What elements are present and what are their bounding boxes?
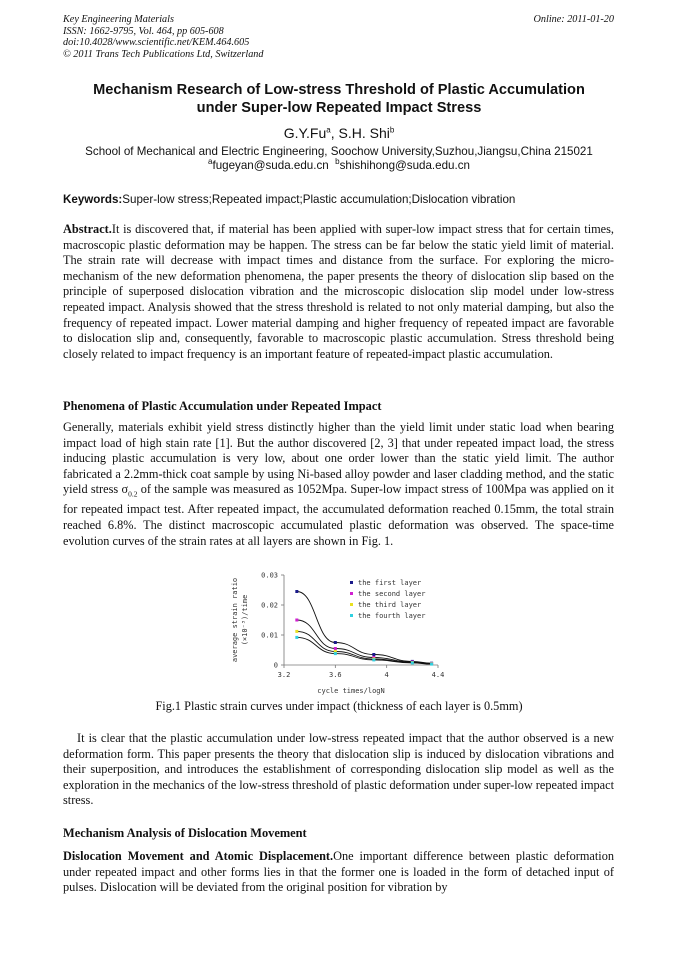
section-heading-mechanism: Mechanism Analysis of Dislocation Movement bbox=[63, 826, 307, 840]
running-header bbox=[63, 14, 614, 60]
title-line-1: Mechanism Research of Low-stress Threshold of Plastic Accumulation bbox=[93, 82, 585, 98]
abstract-text: It is discovered that, if material has been applied with super-low impact stress that for certain times, macroscopic plastic deformation may be happen. The stress can be far below the static yield limit of material. The strain rate will decrease with impact times and distance from the surface. For exploring the micro-mechanism of the new deformation phenomena, the paper presents the theory of dislocation slip based on the principle of superposed dislocation vibration and the microscopic dislocation slip model under low-stress repeated impact. Analysis showed that the stress threshold is related to not only material damping, but also the frequency of repeated impact. Lower material damping and higher frequency of repeated impact are favorable to dislocation slip and, consequently, favorable to macroscopic plastic accumulation. Stress threshold being closely related to impact frequency is an important feature of repeated-impact plastic accumulation. bbox=[63, 222, 614, 361]
y-tick-label: 0.02 bbox=[261, 601, 278, 610]
series-1-point bbox=[334, 641, 337, 644]
strain-chart bbox=[228, 568, 468, 696]
email-b-mark: b bbox=[335, 157, 340, 167]
author-separator: , bbox=[330, 125, 339, 141]
series-3-point bbox=[295, 630, 298, 633]
y-axis-label-line2: (×10⁻³)/time bbox=[241, 594, 249, 646]
doi-line: doi:10.4028/www.scientific.net/KEM.464.605 bbox=[63, 37, 250, 48]
author-2: S.H. Shi bbox=[338, 125, 390, 141]
legend-marker-1 bbox=[350, 581, 353, 584]
keywords-text: Super-low stress;Repeated impact;Plastic accumulation;Dislocation vibration bbox=[122, 193, 516, 206]
keywords bbox=[63, 193, 615, 206]
author-2-affil-mark: b bbox=[389, 125, 395, 135]
series-line-2 bbox=[297, 620, 432, 664]
abstract-label: Abstract. bbox=[63, 222, 112, 236]
paragraph-after-figure: It is clear that the plastic accumulation under low-stress repeated impact that the author observed is a new deformation form. This paper presents the theory that dislocation slip is induced by dislocation vibrations and their superposition, and introduces the establishment of corresponding dislocation slip model as well as the exploration in the mechanics of the low-stress threshold of plastic deformation under super-low repeated impact stress. bbox=[63, 731, 614, 808]
affiliation: School of Mechanical and Electric Engineering, Soochow University,Suzhou,Jiangsu,China 215021 bbox=[85, 145, 593, 158]
figure-caption: Fig.1 Plastic strain curves under impact (thickness of each layer is 0.5mm) bbox=[155, 699, 523, 713]
y-axis-label-line1: average strain ratio bbox=[231, 577, 239, 663]
legend-label-4: the fourth layer bbox=[358, 612, 426, 620]
paper-title bbox=[40, 81, 638, 117]
x-axis-label: cycle times/logN bbox=[317, 687, 385, 695]
email-line bbox=[0, 159, 678, 173]
online-date: Online: 2011-01-20 bbox=[533, 14, 614, 25]
x-tick-label: 4.4 bbox=[431, 671, 445, 679]
affiliation-block bbox=[0, 145, 678, 173]
series-4-point bbox=[372, 658, 375, 661]
author-1: G.Y.Fu bbox=[283, 125, 327, 141]
legend-label-3: the third layer bbox=[358, 601, 422, 609]
legend-marker-4 bbox=[350, 614, 353, 617]
author-list bbox=[0, 125, 678, 141]
phenomena-text-part2: of the sample was measured as 1052Mpa. Super-low impact stress of 100Mpa was applied on it for repeated impact test. After repeated impact, the accumulated deformation reached 0.15mm, the total strain reached 6.8%. The distinct macroscopic accumulated plastic deformation was observed. The space-time evolution curves of the strain rates at all layers are shown in Fig. 1. bbox=[63, 482, 614, 548]
x-tick-label: 4 bbox=[384, 671, 389, 679]
legend-marker-2 bbox=[350, 592, 353, 595]
issn-line: ISSN: 1662-9795, Vol. 464, pp 605-608 bbox=[63, 25, 224, 37]
keywords-label: Keywords: bbox=[63, 193, 123, 206]
series-1-point bbox=[372, 653, 375, 656]
email-a-mark: a bbox=[208, 157, 213, 167]
series-2-point bbox=[334, 647, 337, 650]
y-tick-label: 0.01 bbox=[261, 631, 278, 640]
series-4-point bbox=[295, 636, 298, 639]
mechanism-subheading: Dislocation Movement and Atomic Displacement. bbox=[63, 849, 334, 863]
series-2-point bbox=[295, 619, 298, 622]
copyright-line: © 2011 Trans Tech Publications Ltd, Switzerland bbox=[63, 48, 264, 60]
section-heading-phenomena: Phenomena of Plastic Accumulation under Repeated Impact bbox=[63, 399, 382, 413]
legend-label-1: the first layer bbox=[358, 579, 422, 587]
email-b: shishihong@suda.edu.cn bbox=[339, 159, 470, 172]
phenomena-text-part1: Generally, materials exhibit yield stress distinctly higher than the yield limit under static load when bearing impact load of high stain rate [1]. But the author discovered [2, 3] that under repeated impact load, the stress inducing plastic accumulation is very low, about one order lower than the static yield limit. The author fabricated a 2.2mm-thick coat sample by using Ni-based alloy powder and laser cladding method, and the static yield stress bbox=[63, 420, 614, 497]
author-1-affil-mark: a bbox=[326, 125, 331, 135]
sigma-symbol: σ bbox=[121, 482, 129, 497]
abstract bbox=[63, 222, 614, 362]
email-a: fugeyan@suda.edu.cn bbox=[212, 159, 329, 172]
section-phenomena-text bbox=[63, 420, 614, 549]
x-tick-label: 3.2 bbox=[277, 671, 291, 679]
y-tick-label: 0.03 bbox=[261, 571, 278, 580]
series-4-point bbox=[334, 652, 337, 655]
chart-legend bbox=[350, 579, 425, 620]
sigma-subscript: 0.2 bbox=[128, 489, 138, 499]
series-1-point bbox=[295, 590, 298, 593]
mechanism-text: One important difference between plastic deformation under repeated impact and other forms lies in that the former one is loaded in the form of detached input of pulses. Dislocation will be deviated from the original position for vibration by bbox=[63, 849, 614, 895]
legend-marker-3 bbox=[350, 603, 353, 606]
legend-label-2: the second layer bbox=[358, 590, 426, 598]
series-4-point bbox=[411, 661, 414, 664]
series-4-point bbox=[430, 663, 433, 666]
journal-name: Key Engineering Materials bbox=[63, 14, 174, 25]
title-line-2: under Super-low Repeated Impact Stress bbox=[196, 100, 482, 116]
x-tick-label: 3.6 bbox=[329, 671, 342, 679]
y-tick-label: 0 bbox=[273, 661, 278, 670]
section-mechanism-text bbox=[63, 849, 614, 896]
